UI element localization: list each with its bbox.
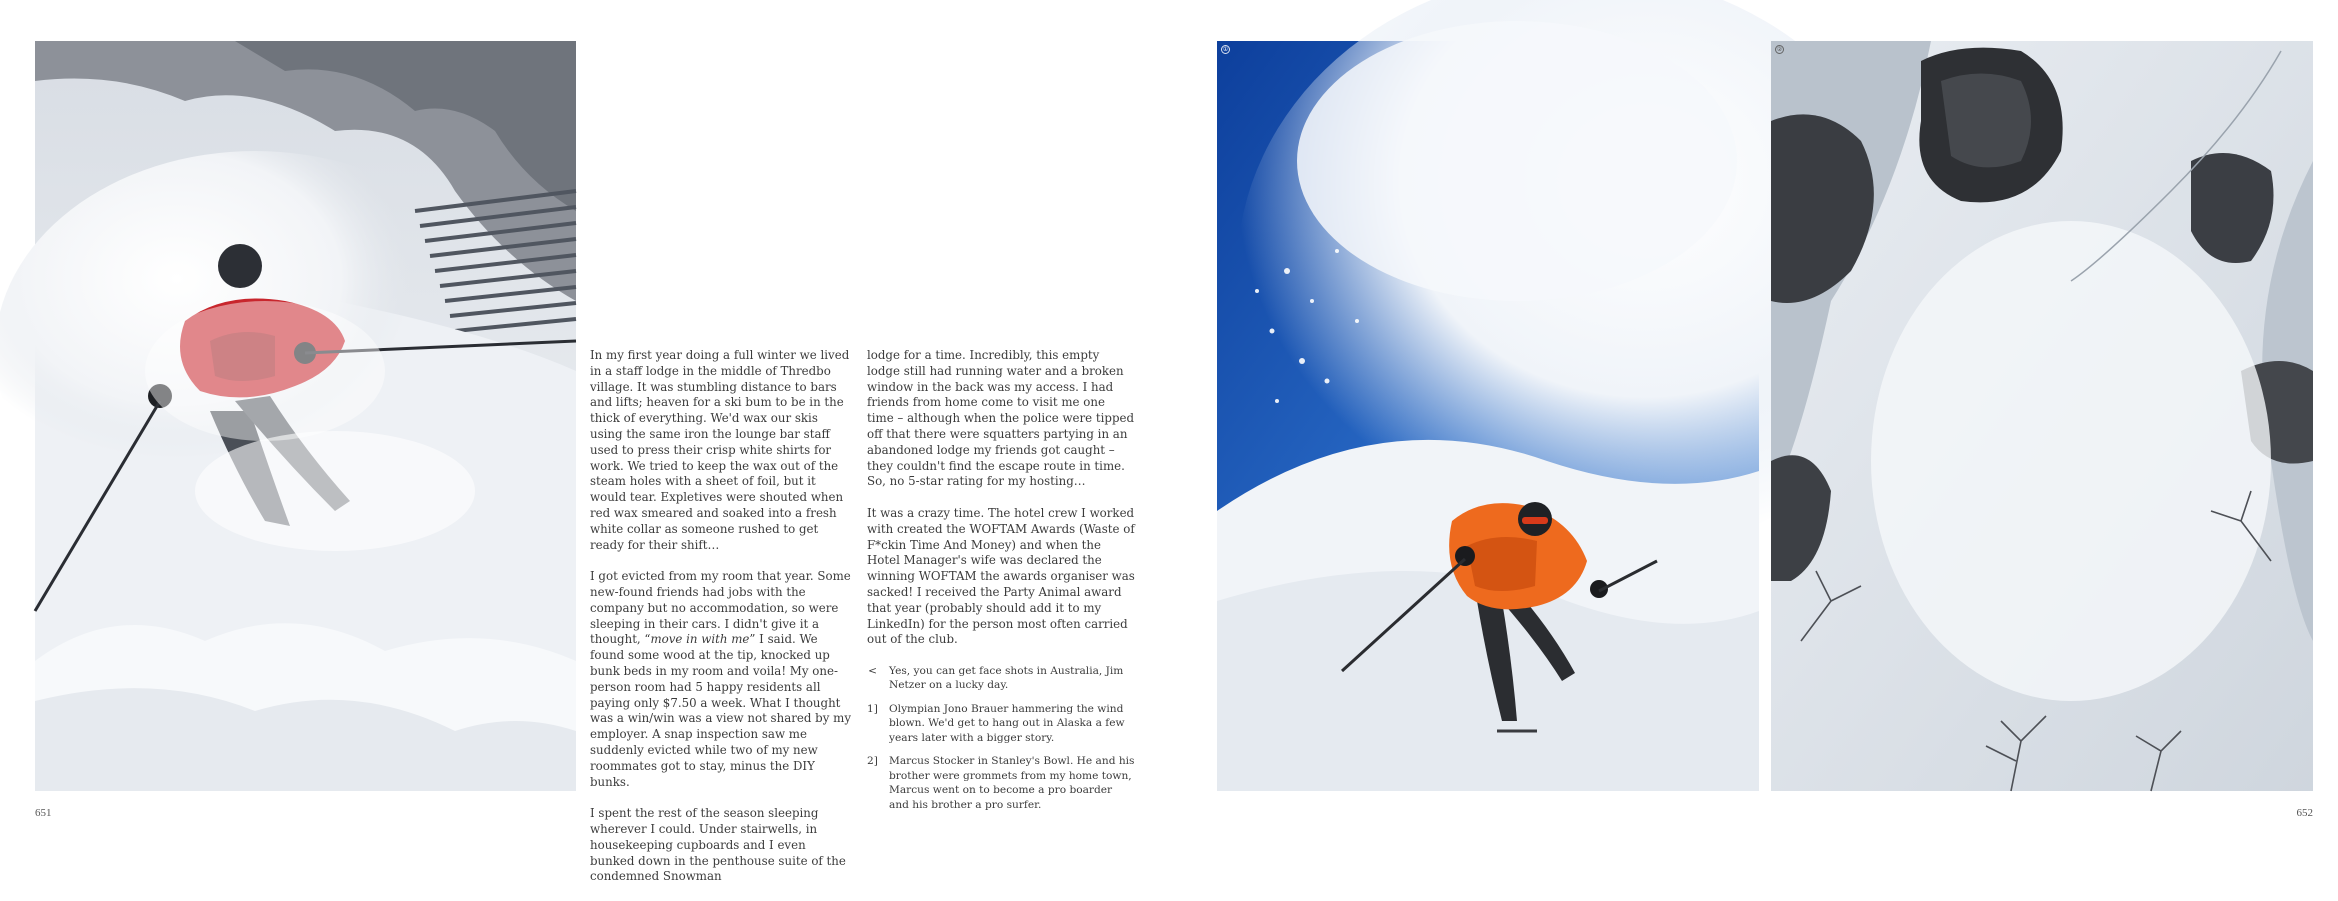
photo-skier-red-jacket [35,41,576,791]
photo-skier-red-jacket-image [35,41,576,791]
paragraph-text: ” I said. We found some wood at the tip, knocked up bunk beds in my room and voila! My one-person room had 5 happy residents all paying only $7.50 a week. What I thought was a win/win was a view not shared by my employer. A snap inspection saw me suddenly evicted while two of my new roommates got to stay, minus the DIY bunks. [590,632,851,789]
caption-marker: < [868,664,877,677]
page-number-right: 652 [2296,807,2313,819]
photo-skier-orange-jacket [1217,41,1759,791]
paragraph: lodge for a time. Incredibly, this empty lodge still had running water and a broken window in the back was my access. I had friends from home come to visit me one time – although when the police were tipped off that there were squatters partying in an abandoned lodge my friends got caught – they couldn't find the escape route in time. So, no 5-star rating for my hosting… [867,348,1135,489]
paragraph [590,569,852,790]
caption-text: Marcus Stocker in Stanley's Bowl. He and his brother were grommets from my home town, Marcus went on to become a pro boarder and his brother a pro surfer. [889,755,1135,811]
article-column-2 [867,348,1135,821]
photo-captions [867,664,1135,813]
paragraph: I spent the rest of the season sleeping wherever I could. Under stairwells, in housekeeping cupboards and I even bunked down in the penthouse suite of the condemned Snowman [590,806,846,884]
caption-item [867,754,1135,812]
caption-marker: 1] [867,702,878,715]
photo-marker: ② [1776,46,1783,53]
caption-text: Yes, you can get face shots in Australia, Jim Netzer on a lucky day. [889,664,1124,692]
paragraph-text: I got evicted from my room that year. Some new-found friends had jobs with the company but no accommodation, so were sleeping in their cars. I didn't give it a thought, “ [590,569,851,647]
paragraph: In my first year doing a full winter we lived in a staff lodge in the middle of Thredbo village. It was stumbling distance to bars and lifts; heaven for a ski bum to be in the thick of everything. We'd wax our skis using the same iron the lounge bar staff used to press their crisp white shirts for work. We tried to keep the wax out of the steam holes with a sheet of foil, but it would tear. Expletives were shouted when red wax smeared and soaked into a fresh white collar as someone rushed to get ready for their shift… [590,348,850,552]
photo-snow-bowl-aerial [1771,41,2313,791]
caption-item [867,664,1135,693]
paragraph: It was a crazy time. The hotel crew I worked with created the WOFTAM Awards (Waste of F*ckin Time And Money) and when the Hotel Manager's wife was declared the winning WOFTAM the awards organiser was sacked! I received the Party Animal award that year (probably should add it to my LinkedIn) for the person most often carried out of the club. [867,505,1135,647]
paragraph-quote: move in with me [650,632,750,647]
photo-marker: ① [1222,46,1229,53]
caption-text: Olympian Jono Brauer hammering the wind blown. We'd get to hang out in Alaska a few years later with a bigger story. [889,702,1125,744]
photo-snow-bowl-aerial-image [1771,41,2313,791]
photo-skier-orange-jacket-image [1217,41,1759,791]
caption-item [867,702,1135,746]
article-column-1 [590,348,852,901]
page-number-left: 651 [35,807,52,819]
caption-marker: 2] [867,755,878,768]
